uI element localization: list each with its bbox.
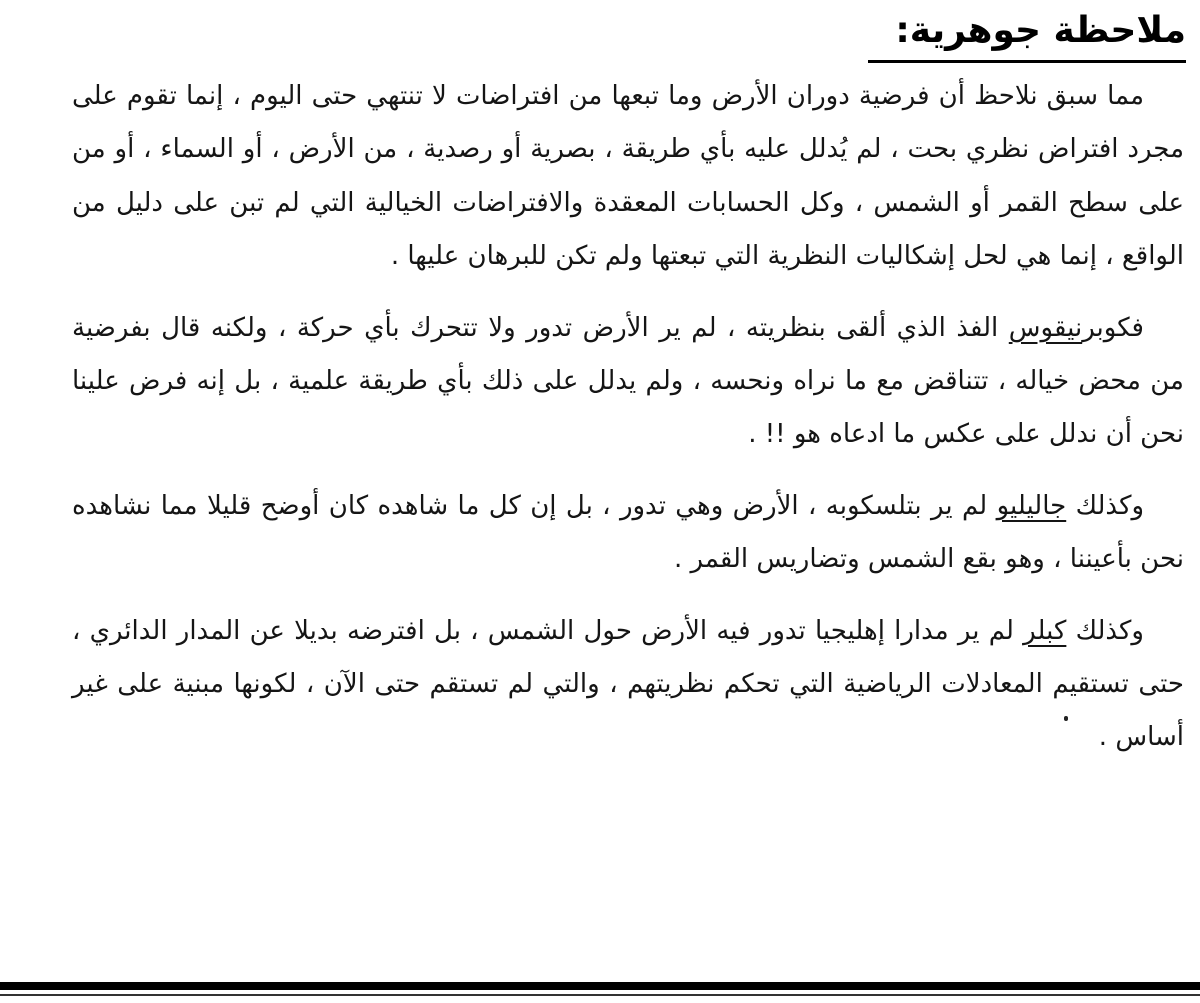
paragraph-4-underlined-name: كبلر <box>1023 615 1067 646</box>
heading-underline <box>868 60 1186 63</box>
paragraph-2-lead: فكوبر <box>1082 312 1144 343</box>
page-heading: ملاحظة جوهرية: <box>895 10 1186 51</box>
paragraph-2-text: الفذ الذي ألقى بنظريته ، لم ير الأرض تدور ولا تتحرك بأي حركة ، ولكنه قال بفرضية من محض خياله ، تتناقض مع ما نراه ونحسه ، ولم يدلل على ذلك بأي طريقة علمية ، بل إنه فرض علينا نحن أن ندلل على عكس ما ادعاه هو !! . <box>72 312 1184 450</box>
paragraph-3-text: لم ير بتلسكوبه ، الأرض وهي تدور ، بل إن كل ما شاهده كان أوضح قليلا مما نشاهده نحن بأعيننا ، وهو بقع الشمس وتضاريس القمر . <box>72 490 1184 575</box>
bottom-rule-thin <box>0 994 1200 996</box>
paragraph-4-lead: وكذلك <box>1066 615 1144 646</box>
paragraph-3-underlined-name: جاليليو <box>996 490 1067 521</box>
paragraph-2 <box>72 302 1184 462</box>
paragraph-3 <box>72 480 1184 587</box>
paragraph-1-text: مما سبق نلاحظ أن فرضية دوران الأرض وما تبعها من افتراضات لا تنتهي حتى اليوم ، إنما تقوم على مجرد افتراض نظري بحت ، لم يُدلل عليه بأي طريقة ، بصرية أو رصدية ، من الأرض ، أو السماء ، أو من على سطح القمر أو الشمس ، وكل الحسابات المعقدة والافتراضات الخيالية التي لم تبن على دليل من الواقع ، إنما هي لحل إشكاليات النظرية التي تبعتها ولم تكن للبرهان عليها . <box>72 81 1184 272</box>
paragraph-3-lead: وكذلك <box>1066 490 1145 521</box>
scan-speck <box>1064 716 1068 721</box>
body-text <box>72 70 1184 783</box>
paragraph-4-text: لم ير مدارا إهليجيا تدور فيه الأرض حول الشمس ، بل افترضه بديلا عن المدار الدائري ، حتى تستقيم المعادلات الرياضية التي تحكم نظريتهم ، والتي لم تستقم حتى الآن ، لكونها مبنية على غير أساس . <box>72 615 1184 753</box>
paragraph-4 <box>72 605 1184 765</box>
paragraph-1 <box>72 70 1184 284</box>
paragraph-2-underlined-name: نيقوس <box>1008 312 1083 343</box>
bottom-rule <box>0 982 1200 990</box>
